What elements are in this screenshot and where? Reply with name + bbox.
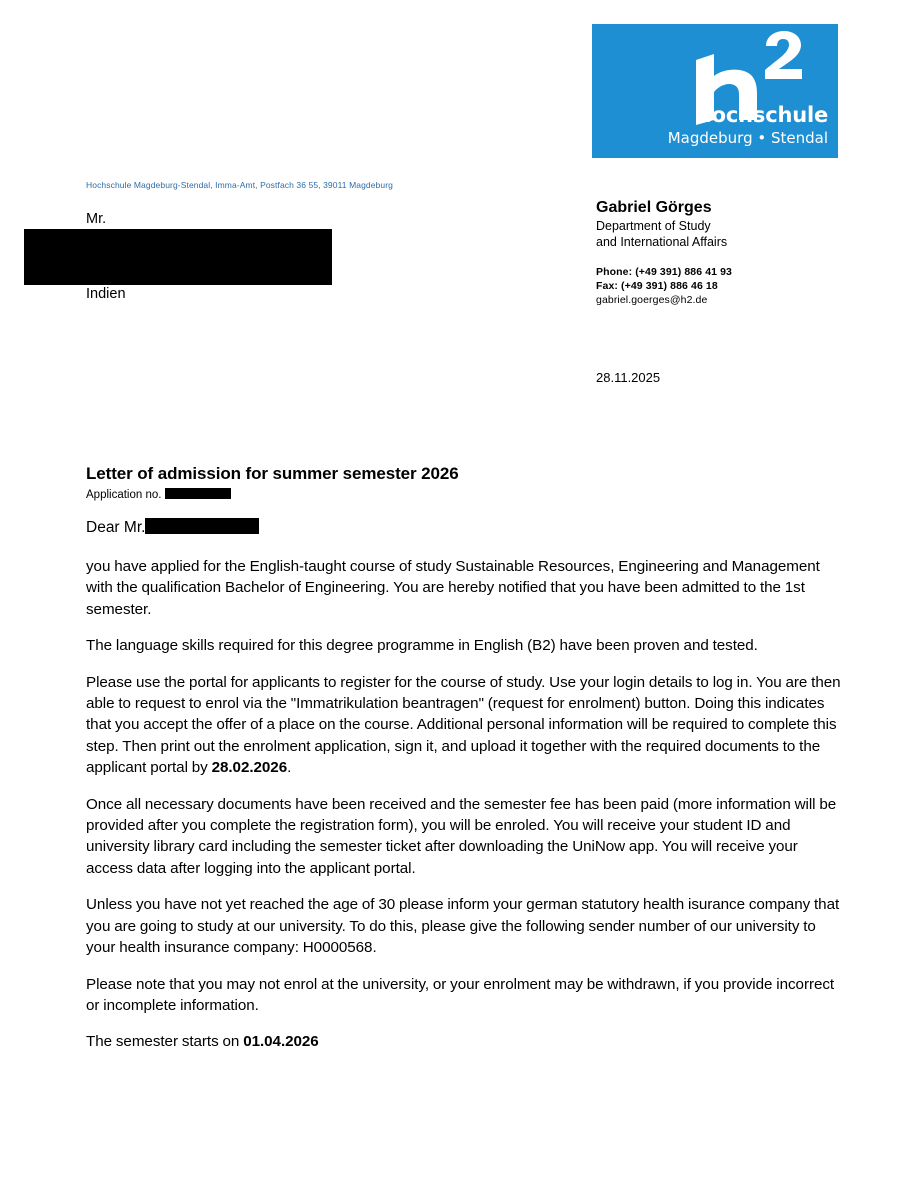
greeting-text: Dear Mr. xyxy=(86,519,146,536)
contact-name: Gabriel Görges xyxy=(596,199,712,216)
body-text: Unless you have not yet reached the age of 30 please inform your german statutory health isurance company that you are going to study at our university. To do this, please give the following sender number of our university to your health insurance company: H0000568. xyxy=(86,896,840,957)
body-text: Once all necessary documents have been received and the semester fee has been paid (more information will be provided after you complete the registration form), you will be enroled. You will receive your student ID and university library card including the semester ticket after downloading the UniNow app. You will receive your access data after logging into the applicant portal. xyxy=(86,795,837,877)
letter-greeting xyxy=(86,518,259,537)
p-start xyxy=(86,1031,848,1052)
p-notice xyxy=(86,974,848,1017)
body-text: you have applied for the English-taught course of study Sustainable Resources, Engineering and Management with the qualification Bachelor of Engineering. You are hereby notified that you have been admitted to the 1st semester. xyxy=(86,558,820,618)
letter-body xyxy=(86,556,848,1053)
contact-panel xyxy=(596,198,856,308)
body-text: The semester starts on xyxy=(86,1033,244,1051)
letter-subject-heading: Letter of admission for summer semester 2026 xyxy=(86,464,459,483)
contact-phone: Phone: (+49 391) 886 41 93 xyxy=(596,266,732,279)
contact-email: gabriel.goerges@h2.de xyxy=(596,293,708,306)
body-text: Please note that you may not enrol at the university, or your enrolment may be withdrawn, if you provide incorrect or incomplete information. xyxy=(86,975,835,1014)
logo-sub-wordmark: Magdeburg • Stendal xyxy=(667,129,828,147)
body-text: . xyxy=(287,759,292,777)
greeting-name-redaction xyxy=(145,518,259,534)
application-number-line xyxy=(86,488,231,501)
document-date: 28.11.2025 xyxy=(596,370,661,385)
logo-wordmark: Hochschule xyxy=(694,103,828,127)
emphasis-text: 01.04.2026 xyxy=(243,1033,319,1051)
university-logo xyxy=(592,24,838,158)
p-language xyxy=(86,635,848,656)
contact-fax: Fax: (+49 391) 886 46 18 xyxy=(596,280,718,293)
contact-department-line1: Department of Study xyxy=(596,219,711,233)
application-number-label: Application no. xyxy=(86,489,162,501)
application-number-redaction xyxy=(165,488,231,499)
contact-spacer xyxy=(596,250,856,266)
body-text: The language skills required for this degree programme in English (B2) have been proven and tested. xyxy=(86,637,758,655)
p-documents xyxy=(86,794,848,880)
recipient-salutation: Mr. xyxy=(86,211,107,227)
emphasis-text: 28.02.2026 xyxy=(211,759,288,777)
body-text: Please use the portal for applicants to register for the course of study. Use your login details to log in. You are then able to request to enrol via the "Immatrikulation beantragen" (request for enrolment) button. Doing this indicates that you accept the offer of a place on the course. Additional personal information will be required to complete this step. Then print out the enrolment application, sign it, and upload it together with the required documents to the applicant portal by xyxy=(86,673,841,777)
recipient-name-redaction xyxy=(24,229,332,285)
recipient-country: Indien xyxy=(86,286,126,302)
p-portal xyxy=(86,672,848,779)
sender-return-address: Hochschule Magdeburg-Stendal, Imma-Amt, Postfach 36 55, 39011 Magdeburg xyxy=(86,180,393,190)
p-admission xyxy=(86,556,848,620)
contact-department-line2: and International Affairs xyxy=(596,234,728,249)
p-insurance xyxy=(86,894,848,958)
